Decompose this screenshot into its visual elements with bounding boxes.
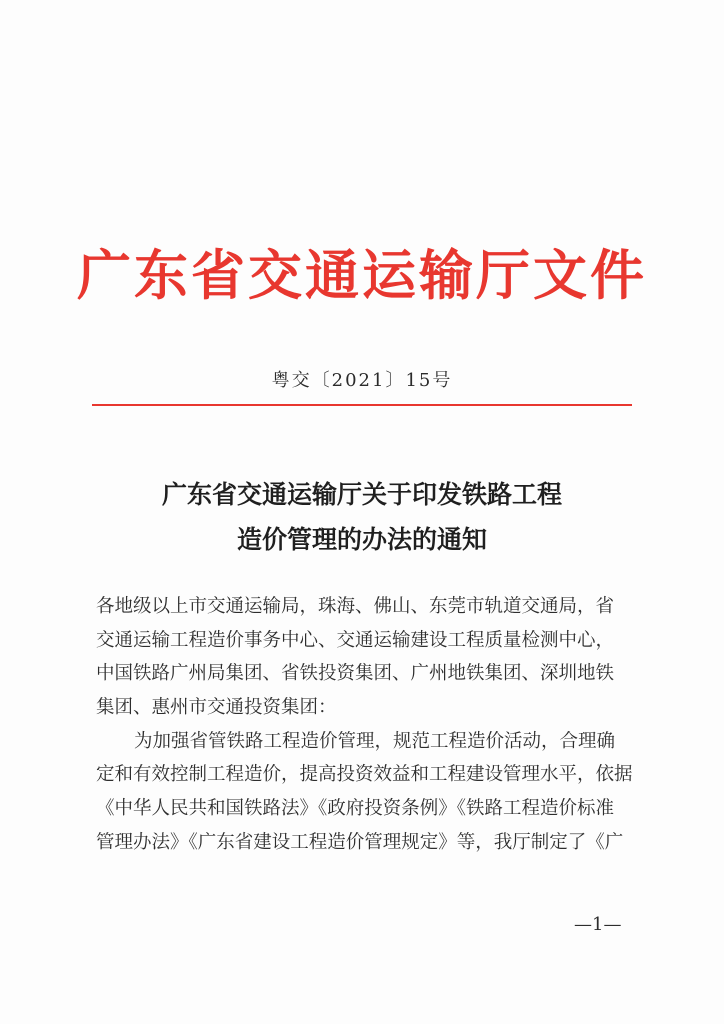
notice-title — [0, 472, 724, 562]
body-line: 中国铁路广州局集团、省铁投资集团、广州地铁集团、深圳地铁 — [96, 663, 615, 685]
body-line: 管理办法》《广东省建设工程造价管理规定》等，我厅制定了《广 — [96, 831, 624, 853]
body-line: 集团、惠州市交通投资集团： — [96, 697, 337, 719]
body-line: 《中华人民共和国铁路法》《政府投资条例》《铁路工程造价标准 — [96, 798, 615, 820]
document-number: 粤交〔2021〕15号 — [271, 370, 453, 391]
body-line: 各地级以上市交通运输局，珠海、佛山、东莞市轨道交通局，省 — [96, 596, 615, 617]
red-divider-line — [92, 404, 632, 406]
page-number: —1— — [574, 914, 622, 935]
notice-title-line-2: 造价管理的办法的通知 — [236, 525, 487, 554]
body-line: 交通运输工程造价事务中心、交通运输建设工程质量检测中心， — [96, 629, 615, 651]
body-line: 定和有效控制工程造价，提高投资效益和工程建设管理水平，依据 — [96, 764, 633, 786]
body-text — [96, 590, 636, 860]
body-line: 为加强省管铁路工程造价管理，规范工程造价活动，合理确 — [134, 730, 616, 752]
notice-title-line-1: 广东省交通运输厅关于印发铁路工程 — [161, 480, 562, 509]
issuer-header: 广东省交通运输厅文件 — [77, 243, 647, 307]
